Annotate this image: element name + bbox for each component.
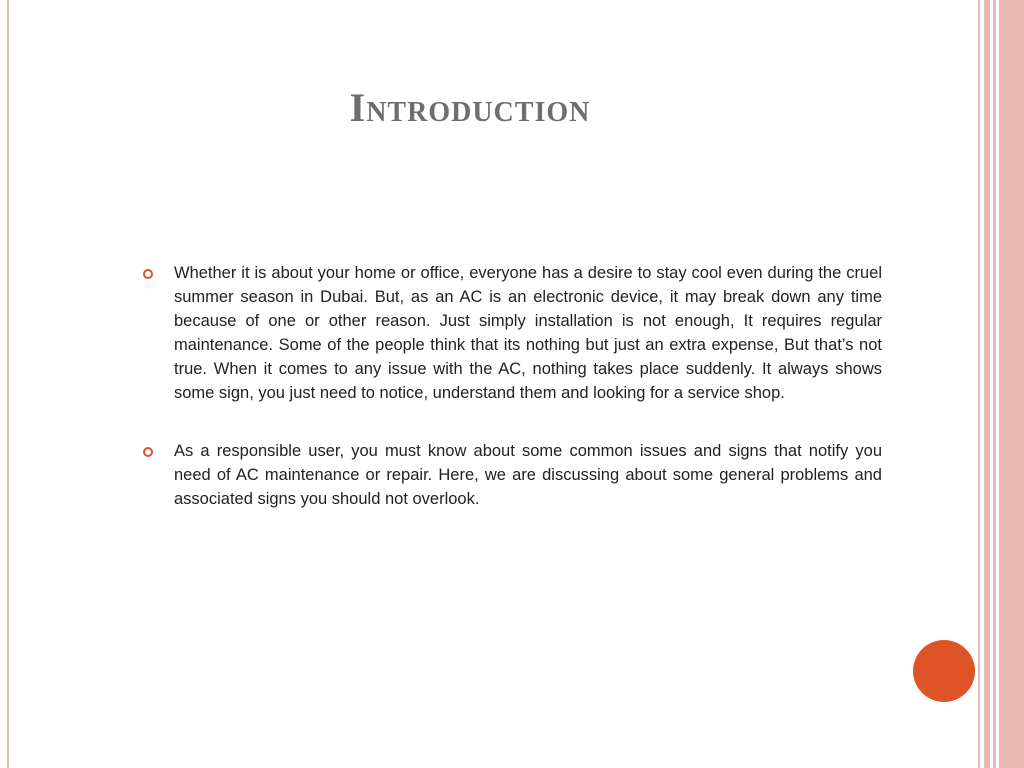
right-border-stripe bbox=[984, 0, 990, 768]
slide-title: Introduction bbox=[349, 85, 591, 130]
bullet-item bbox=[140, 261, 882, 405]
right-border-stripe bbox=[993, 0, 996, 768]
ring-bullet-icon bbox=[143, 447, 153, 457]
right-border-stripe bbox=[978, 0, 980, 768]
bullet-text: Whether it is about your home or office, everyone has a desire to stay cool even during the cruel summer season in Dubai. But, as an AC is an electronic device, it may break down any time because of one or other reason. Just simply installation is not enough, It requires regular maintenance. Some of the people think that its nothing but just an extra expense, But that’s not true. When it comes to any issue with the AC, nothing takes place suddenly. It always shows some sign, you just need to notice, understand them and looking for a service shop. bbox=[174, 264, 882, 402]
bullet-item bbox=[140, 439, 882, 511]
ring-bullet-icon bbox=[143, 269, 153, 279]
bullet-text: As a responsible user, you must know about some common issues and signs that notify you need of AC maintenance or repair. Here, we are discussing about some general problems and associated signs you should not overlook. bbox=[174, 442, 882, 508]
bullet-list bbox=[140, 261, 882, 545]
right-border-band bbox=[999, 0, 1024, 768]
decorative-circle bbox=[913, 640, 975, 702]
